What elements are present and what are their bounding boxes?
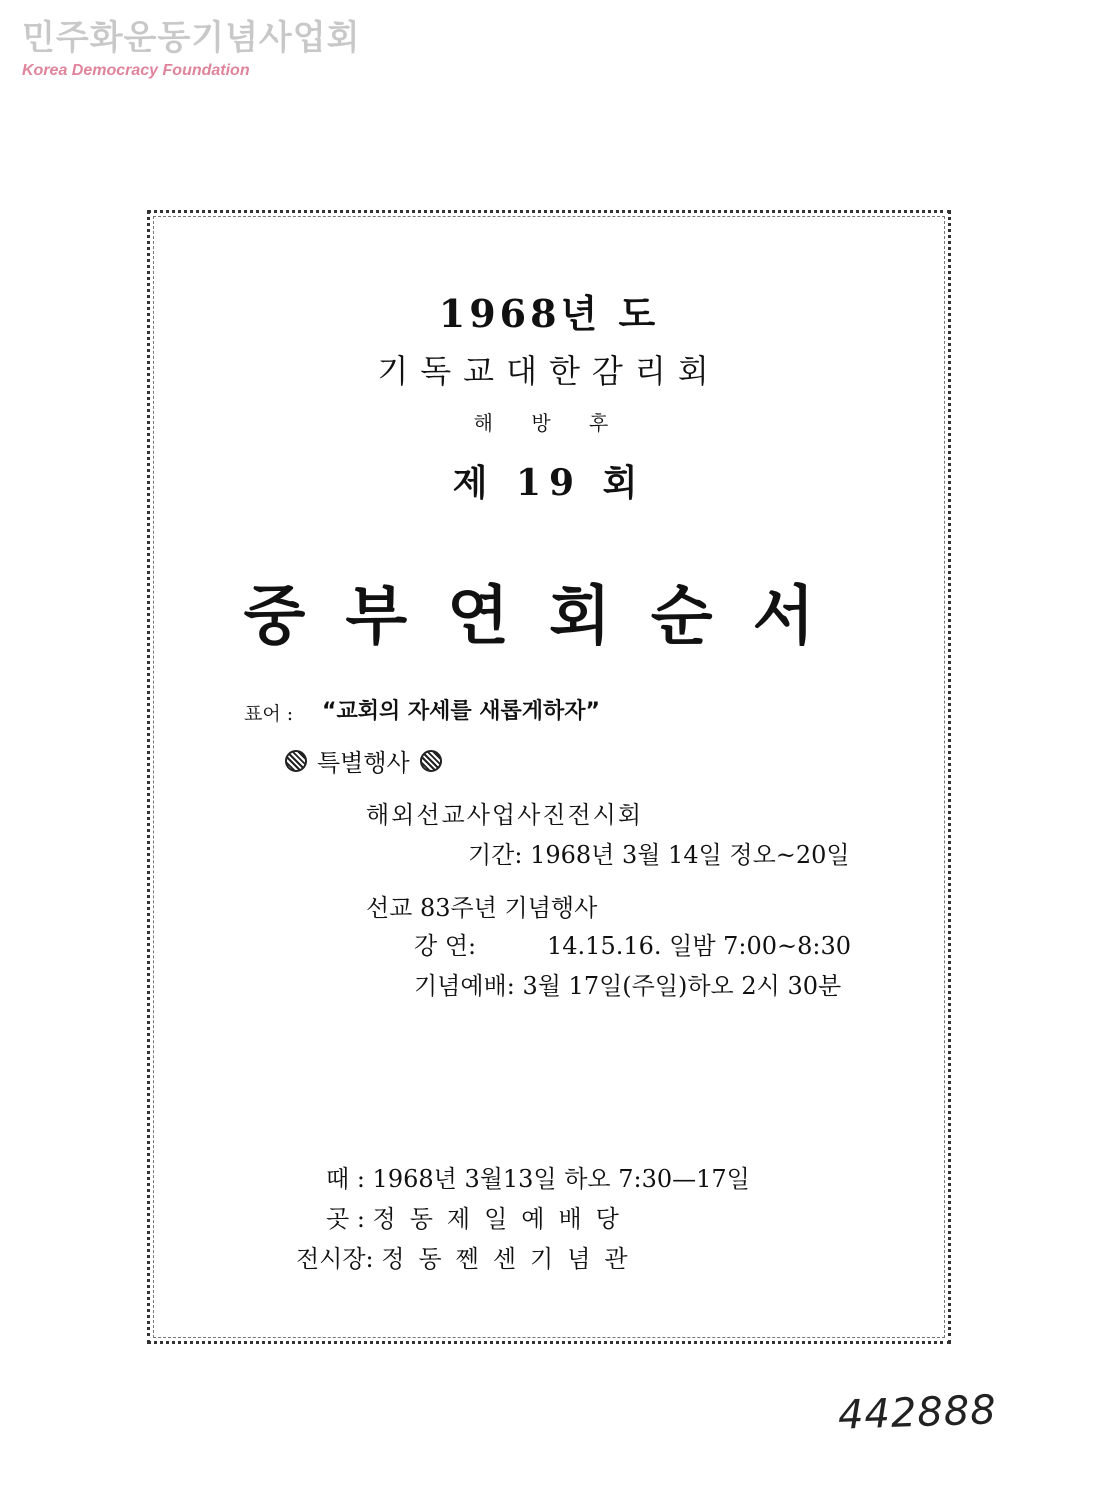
special-events-label: 특별행사 [317, 749, 410, 777]
watermark-english: Korea Democracy Foundation [22, 62, 250, 79]
exhibition-period: 기간: 1968년 3월 14일 정오~20일 [468, 841, 850, 869]
exhibit-hall-row [296, 1239, 642, 1274]
church-name: 기독교대한감리회 [377, 352, 721, 390]
exhibit-hall-value: 정동쩬센기념관 [381, 1245, 642, 1273]
motto-label: 표어 : [244, 703, 294, 725]
page-title: 중부연회순서 [243, 579, 855, 654]
exhibit-hall-label: 전시장: [296, 1245, 374, 1273]
lecture-row [414, 926, 851, 961]
place-row [326, 1199, 633, 1234]
place-label: 곳 : [326, 1205, 365, 1233]
special-events-heading [285, 743, 442, 778]
session-number: 제 19 회 [452, 462, 646, 504]
lecture-label: 강 연: [414, 932, 477, 960]
time-value: 1968년 3월13일 하오 7:30—17일 [372, 1165, 750, 1193]
hatched-circle-icon [420, 750, 442, 772]
accession-number: 442888 [837, 1387, 998, 1439]
hatched-circle-icon [285, 750, 307, 772]
watermark-logo [22, 18, 360, 80]
time-row [326, 1159, 750, 1194]
lecture-value: 14.15.16. 일밤 7:00~8:30 [547, 932, 852, 960]
year-heading: 1968년 도 [438, 291, 660, 336]
motto-text: “교회의 자세를 새롭게하자” [322, 699, 601, 724]
service-label: 기념예배: [414, 972, 515, 1000]
place-value: 정동제일예배당 [372, 1205, 633, 1233]
time-label: 때 : [326, 1165, 365, 1193]
exhibition-name: 해외선교사업사진전시회 [366, 801, 644, 829]
service-row [414, 966, 841, 1001]
after-liberation: 해 방 후 [473, 411, 625, 435]
anniversary-name: 선교 83주년 기념행사 [366, 894, 598, 922]
watermark-korean: 민주화운동기념사업회 [22, 18, 361, 58]
service-value: 3월 17일(주일)하오 2시 30분 [522, 972, 842, 1000]
